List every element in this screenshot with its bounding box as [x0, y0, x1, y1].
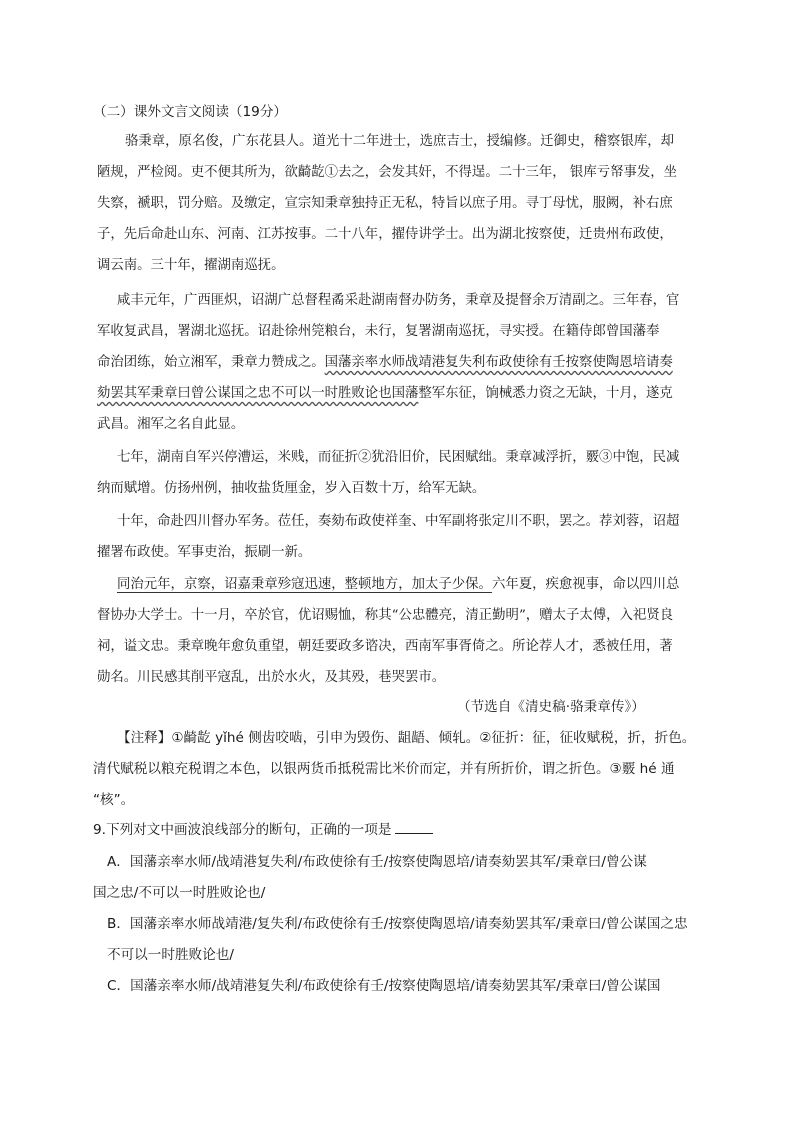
passage-text: 整军东征，饷械悉力资之无缺，十月，遂克: [418, 386, 673, 401]
question-stem-text: 9.下列对文中画波浪线部分的断句，正确的一项是: [93, 822, 392, 838]
passage-text: 命治团练，始立湘军，秉章力赞成之。: [97, 355, 325, 370]
section-title: （二）课外文言文阅读（19分）: [93, 104, 288, 120]
passage-line: 勋名。川民感其削平寇乱，出於水火，及其殁，巷哭罢市。: [97, 670, 446, 685]
option-line: 国之忠/不可以一时胜败论也/: [93, 885, 266, 901]
passage-source: （节选自《清史稿·骆秉章传》）: [457, 699, 645, 715]
passage-line: 纳而赋增。仿扬州例，抽收盐货厘金，岁入百数十万，给军无缺。: [97, 481, 486, 496]
passage-line: 咸丰元年，广西匪炽，诏湖广总督程矞采赴湖南督办防务，秉章及提督余万清副之。三年春，官: [117, 293, 680, 308]
wavy-underlined-text: 国藩亲率水师战靖港复失利布政使徐有壬按察使陶恩培请奏: [324, 355, 673, 370]
passage-line: 骆秉章，原名俊，广东花县人。道光十二年进士，选庶吉士，授编修。迁御史，稽察银库，却: [125, 134, 675, 149]
passage-line: 武昌。湘军之名自此显。: [97, 417, 245, 432]
option-line: B．国藩亲率水师战靖港/复失利/布政使徐有壬/按察使陶恩培/请奏劾罢其军/秉章曰/曾公谋国之忠: [107, 916, 688, 932]
option-line: A．国藩亲率水师/战靖港复失利/布政使徐有壬/按察使陶恩培/请奏劾罢其军/秉章曰/曾公谋: [107, 854, 647, 870]
option-line: 不可以一时胜败论也/: [107, 947, 234, 963]
note-line: “核”。: [93, 792, 135, 808]
passage-line: [97, 354, 673, 372]
note-line: 【注释】①齮龁 yǐhé 侧齿咬啮，引申为毁伤、龃龉、倾轧。②征折：征，征收赋税，折，折色。: [117, 730, 696, 746]
passage-text: 六年夏，疾愈视事，命以四川总: [491, 577, 680, 592]
underlined-text: 同治元年，京察，诏嘉秉章殄寇迅速，整顿地方，加太子少保。: [117, 577, 492, 592]
answer-blank[interactable]: [395, 821, 433, 834]
passage-line: 十年，命赴四川督办军务。莅任，奏劾布政使祥奎、中军副将张定川不职，罢之。荐刘蓉，诏超: [117, 514, 680, 529]
passage-line: [117, 576, 679, 594]
passage-line: 擢署布政使。军事吏治，振刷一新。: [97, 545, 312, 560]
passage-line: 调云南。三十年，擢湖南巡抚。: [97, 258, 285, 273]
passage-line: 子，先后命赴山东、河南、江苏按事。二十八年，擢侍讲学士。出为湖北按察使，迁贵州布政使，: [97, 227, 673, 242]
question-stem: [93, 821, 433, 839]
passage-line: 七年，湖南自军兴停漕运，米贱，而征折②犹沿旧价，民困赋绌。秉章减浮折，覈③中饱，民减: [117, 450, 680, 465]
passage-line: 陋规，严检阅。吏不便其所为，欲齮龁①去之，会发其奸，不得逞。二十三年， 银库亏帑事发，坐: [97, 165, 678, 180]
passage-line: 失察，褫职，罚分赔。及缴定，宣宗知秉章独持正无私，特旨以庶子用。寻丁母忧，服阙，补右庶: [97, 196, 673, 211]
option-line: C．国藩亲率水师/战靖港复失利/布政使徐有壬/按察使陶恩培/请奏劾罢其军/秉章曰/曾公谋国: [107, 978, 661, 994]
wavy-underlined-text: 劾罢其军秉章曰曾公谋国之忠不可以一时胜败论也国藩: [97, 386, 419, 401]
passage-line: 军收复武昌，署湖北巡抚。诏赴徐州筦粮台，未行，复署湖南巡抚，寻实授。在籍侍郎曾国藩奉: [97, 324, 660, 339]
note-line: 清代赋税以粮充税谓之本色，以银两货币抵税需比米价而定，并有所折价，谓之折色。③覈 hé 通: [93, 761, 675, 777]
passage-line: 祠，谥文忠。秉章晚年愈负重望，朝廷要政多谘决，西南军事胥倚之。所论荐人才，悉被任用，著: [97, 639, 673, 654]
passage-line: [97, 385, 673, 403]
passage-line: 督协办大学士。十一月，卒於官，优诏赐恤，称其“公忠體亮，清正勤明”，赠太子太傅，入祀贤良: [97, 608, 674, 623]
